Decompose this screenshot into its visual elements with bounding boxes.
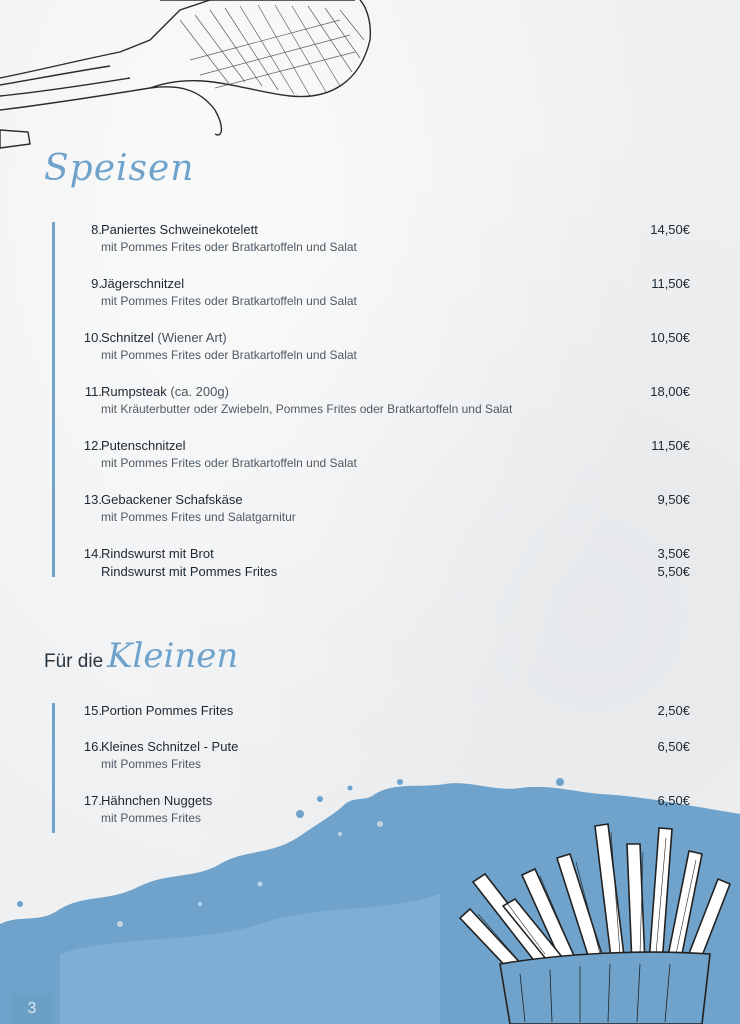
item-number: 10. [83, 330, 102, 345]
item-description: mit Pommes Frites [101, 757, 202, 771]
item-description: mit Pommes Frites oder Bratkartoffeln und Salat [101, 294, 357, 308]
item-number: 16. [83, 739, 102, 754]
menu-section-speisen [52, 222, 695, 577]
menu-item [55, 793, 690, 829]
item-price: 14,50€ [650, 222, 690, 237]
section-title-accent: Kleinen [107, 636, 239, 676]
item-name [101, 330, 227, 345]
menu-item [55, 330, 690, 366]
item-description: mit Pommes Frites oder Bratkartoffeln und Salat [101, 456, 357, 470]
item-number: 9. [91, 276, 102, 291]
item-number: 12. [83, 438, 102, 453]
item-price: 3,50€ [657, 546, 690, 561]
item-name-text: Rumpsteak [101, 384, 167, 399]
menu-item [55, 492, 690, 528]
menu-item [55, 222, 690, 258]
item-name: Hähnchen Nuggets [101, 793, 213, 808]
item-price-variant: 5,50€ [657, 564, 690, 579]
item-price: 6,50€ [657, 739, 690, 754]
fries-cup-illustration-icon [440, 814, 740, 1024]
item-number: 15. [83, 703, 102, 718]
item-description: mit Pommes Frites oder Bratkartoffeln und Salat [101, 348, 357, 362]
item-price: 6,50€ [657, 793, 690, 808]
item-name: Portion Pommes Frites [101, 703, 234, 718]
page-number: 3 [12, 994, 52, 1024]
section-title-prefix: Für die [44, 651, 104, 672]
item-price: 11,50€ [651, 438, 690, 453]
item-name: Paniertes Schweinekotelett [101, 222, 258, 237]
item-name: Gebackener Schafskäse [101, 492, 243, 507]
section-title-speisen: Speisen [44, 148, 195, 189]
item-name: Kleines Schnitzel - Pute [101, 739, 239, 754]
menu-section-kleinen [52, 703, 695, 833]
steak-illustration-icon [0, 0, 380, 150]
menu-item [55, 438, 690, 474]
item-name-variant: Rindswurst mit Pommes Frites [101, 564, 278, 579]
item-name: Jägerschnitzel [101, 276, 185, 291]
item-name [101, 384, 229, 399]
item-price: 9,50€ [657, 492, 690, 507]
item-price: 10,50€ [650, 330, 690, 345]
item-number: 17. [83, 793, 102, 808]
menu-item [55, 703, 690, 721]
item-number: 11. [84, 384, 102, 399]
item-price: 11,50€ [651, 276, 690, 291]
item-name-note: (ca. 200g) [170, 384, 229, 399]
menu-item [55, 276, 690, 312]
section-title-kleinen [44, 636, 238, 676]
menu-item [55, 384, 690, 420]
item-description: mit Kräuterbutter oder Zwiebeln, Pommes Frites oder Bratkartoffeln und Salat [101, 402, 513, 416]
item-number: 14. [83, 546, 102, 561]
item-name: Rindswurst mit Brot [101, 546, 214, 561]
item-number: 13. [83, 492, 102, 507]
item-price: 2,50€ [657, 703, 690, 718]
item-name-text: Schnitzel [101, 330, 154, 345]
item-price: 18,00€ [650, 384, 690, 399]
item-name: Putenschnitzel [101, 438, 186, 453]
item-description: mit Pommes Frites und Salatgarnitur [101, 510, 296, 524]
menu-item [55, 546, 690, 582]
item-description: mit Pommes Frites oder Bratkartoffeln und Salat [101, 240, 357, 254]
item-name-note: (Wiener Art) [157, 330, 227, 345]
item-number: 8. [91, 222, 102, 237]
menu-item [55, 739, 690, 775]
item-description: mit Pommes Frites [101, 811, 202, 825]
